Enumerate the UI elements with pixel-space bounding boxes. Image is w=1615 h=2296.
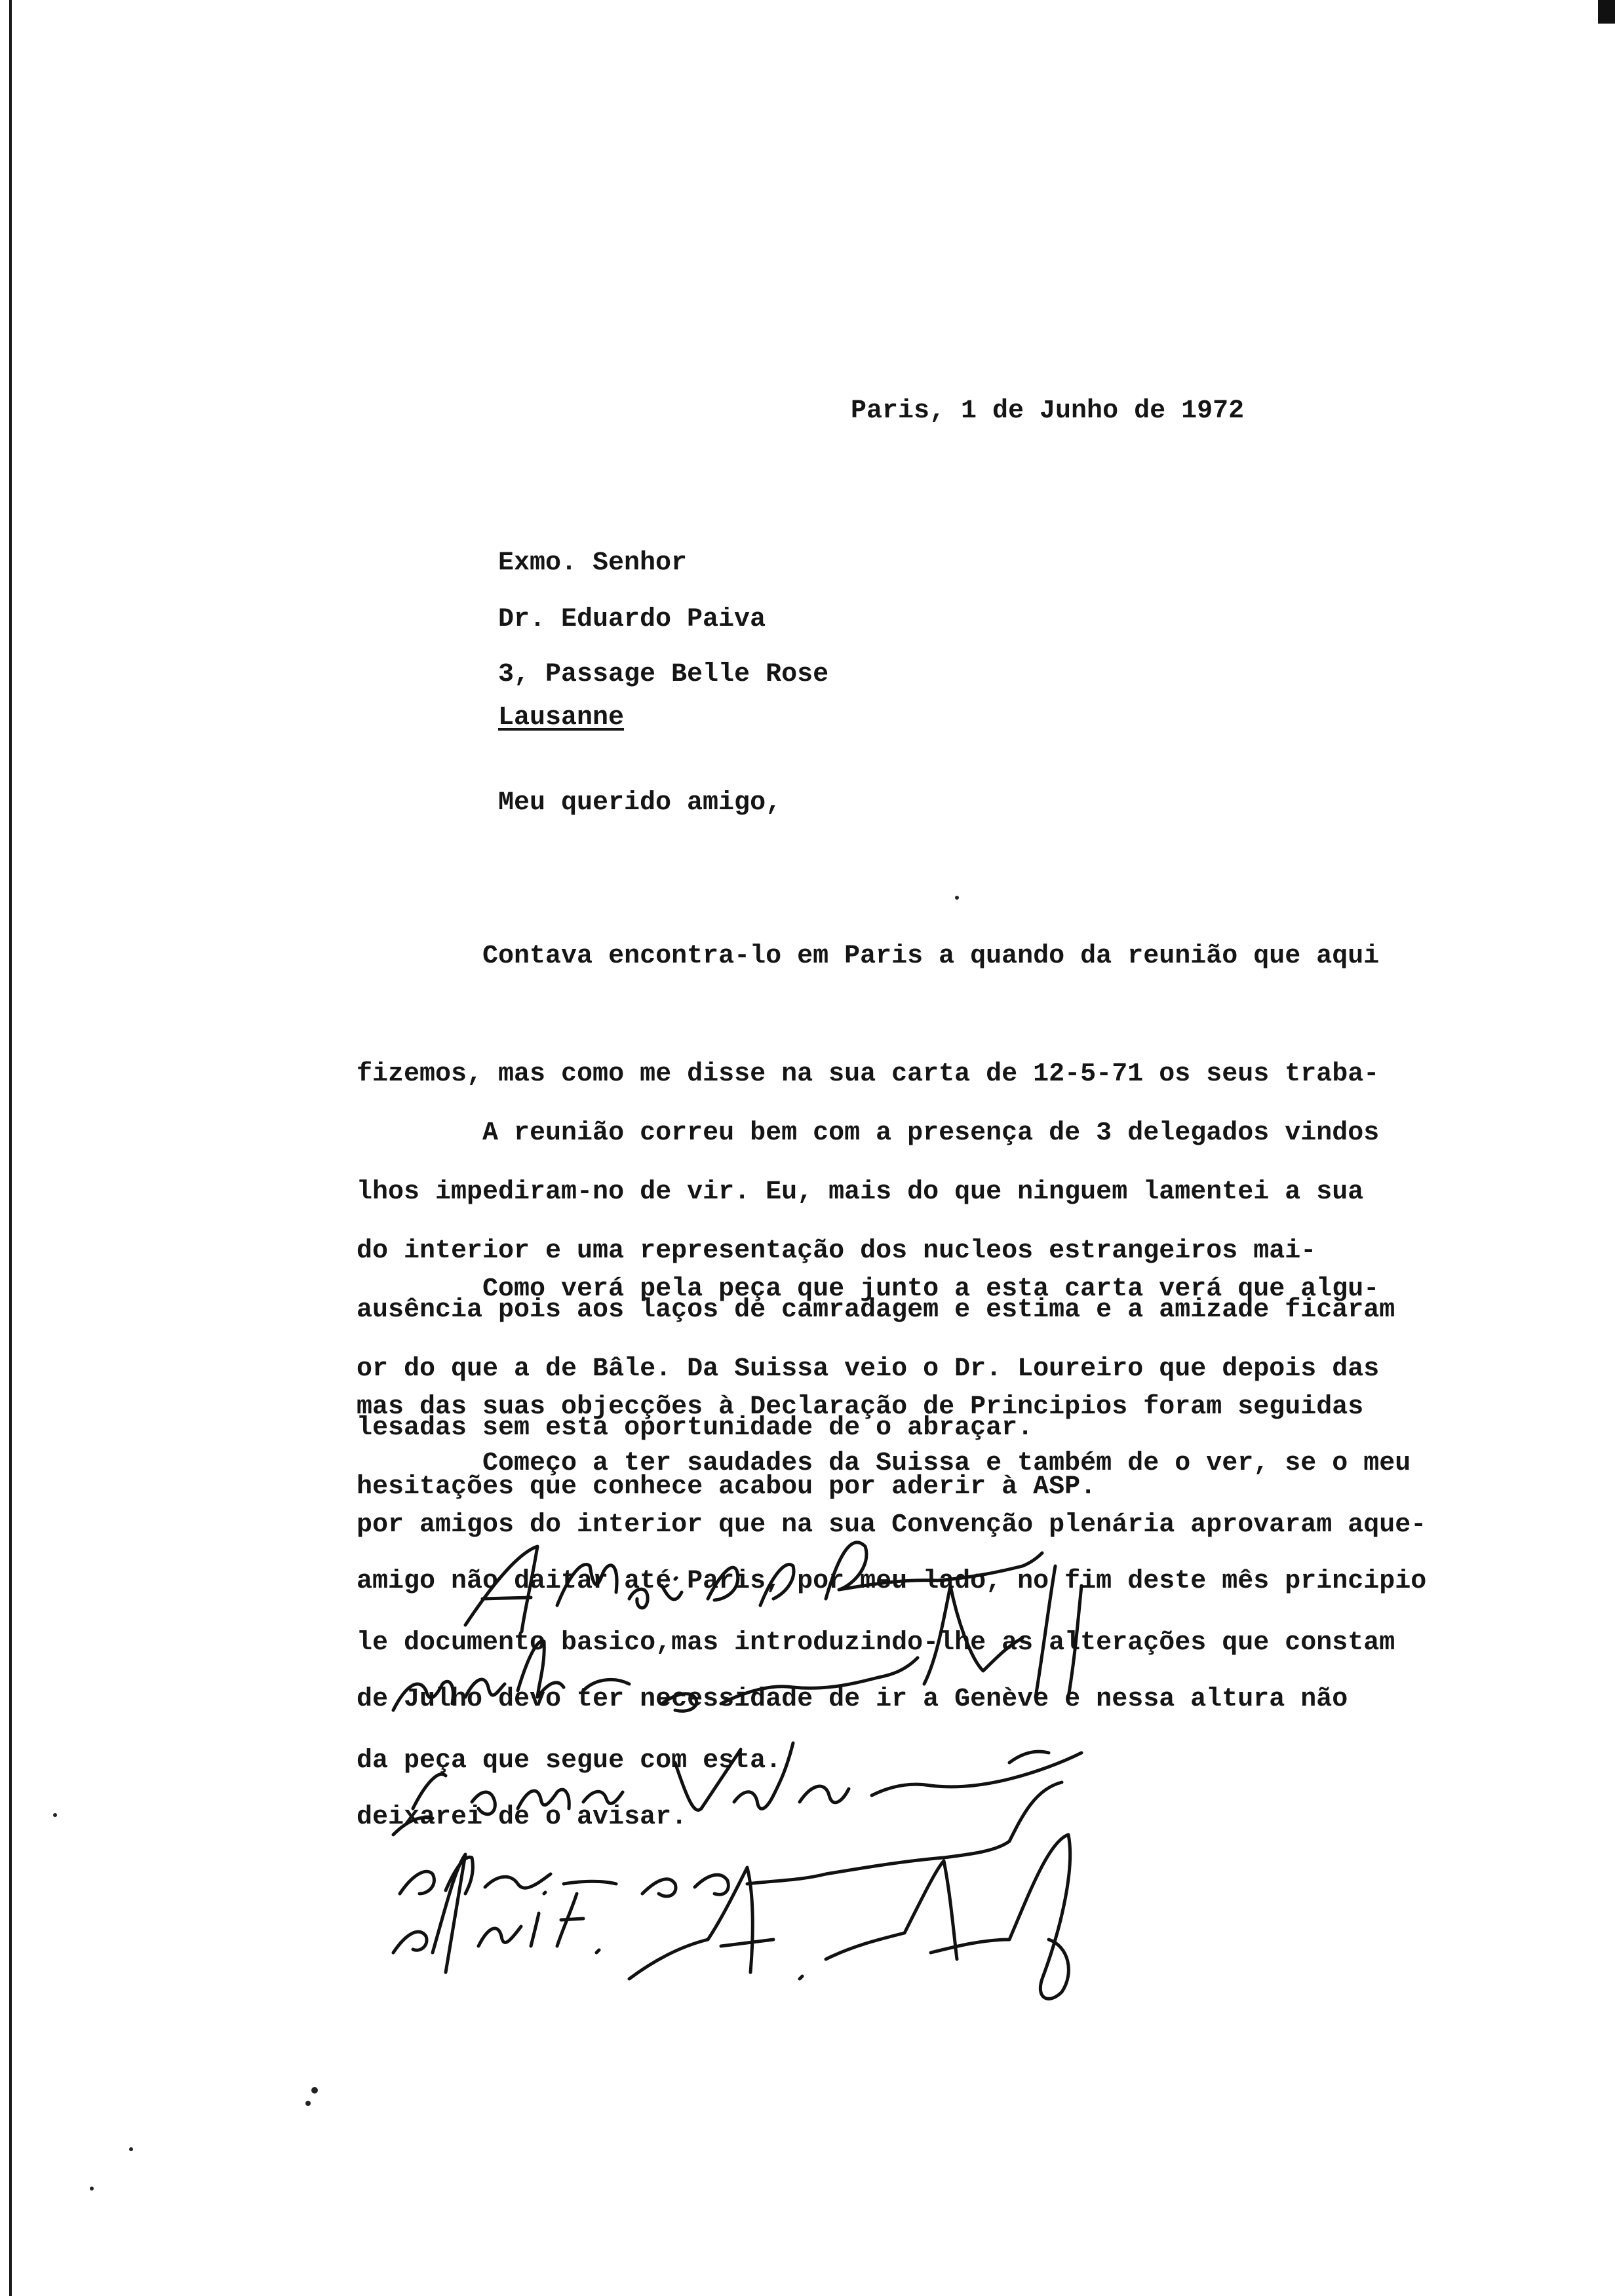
letter-date: Paris, 1 de Junho de 1972 bbox=[851, 396, 1245, 426]
text-line: deixarei de o avisar. bbox=[357, 1803, 688, 1832]
text-line: le documento basico,mas introduzindo-lhe as alterações que constam bbox=[357, 1628, 1395, 1658]
text-line: Começo a ter saudades da Suissa e também de o ver, se o meu bbox=[357, 1449, 1411, 1478]
text-line: Como verá pela peça que junto a esta carta verá que algu- bbox=[357, 1274, 1380, 1304]
recipient-city: Lausanne bbox=[498, 703, 625, 733]
text-line: de Julho devo ter necessidade de ir a Genève e nessa altura não bbox=[357, 1685, 1348, 1714]
text-line: A reunião correu bem com a presença de 3 delegados vindos bbox=[357, 1119, 1380, 1148]
text-line: Contava encontra-lo em Paris a quando da reunião que aqui bbox=[357, 942, 1380, 971]
text-line: or do que a de Bâle. Da Suissa veio o Dr. Loureiro que depois das bbox=[357, 1354, 1380, 1384]
text-line: fizemos, mas como me disse na sua carta de 12-5-71 os seus traba- bbox=[357, 1060, 1380, 1089]
recipient-street: 3, Passage Belle Rose bbox=[498, 660, 829, 689]
text-line: da peça que segue com esta. bbox=[357, 1746, 782, 1776]
recipient-name: Dr. Eduardo Paiva bbox=[498, 605, 766, 634]
text-line: por amigos do interior que na sua Convenção plenária aprovaram aque- bbox=[357, 1510, 1427, 1540]
text-line: lhos impediram-no de vir. Eu, mais do que ninguem lamentei a sua bbox=[357, 1177, 1364, 1207]
salutation: Meu querido amigo, bbox=[498, 788, 782, 818]
text-line: lesadas sem esta oportunidade de o abraçar. bbox=[357, 1413, 1034, 1443]
text-line: mas das suas objecções à Declaração de Principios foram seguidas bbox=[357, 1392, 1364, 1422]
text-line: do interior e uma representação dos nucleos estrangeiros mai- bbox=[357, 1236, 1317, 1266]
text-line: amigo não daitar até Paris, por meu lado, no fim deste mês principio bbox=[357, 1567, 1427, 1596]
text-line: hesitações que conhece acabou por aderir à ASP. bbox=[357, 1472, 1097, 1502]
recipient-title: Exmo. Senhor bbox=[498, 548, 688, 578]
text-line: ausência pois aos laços de camradagem e estima e a amizade ficaram bbox=[357, 1295, 1395, 1325]
